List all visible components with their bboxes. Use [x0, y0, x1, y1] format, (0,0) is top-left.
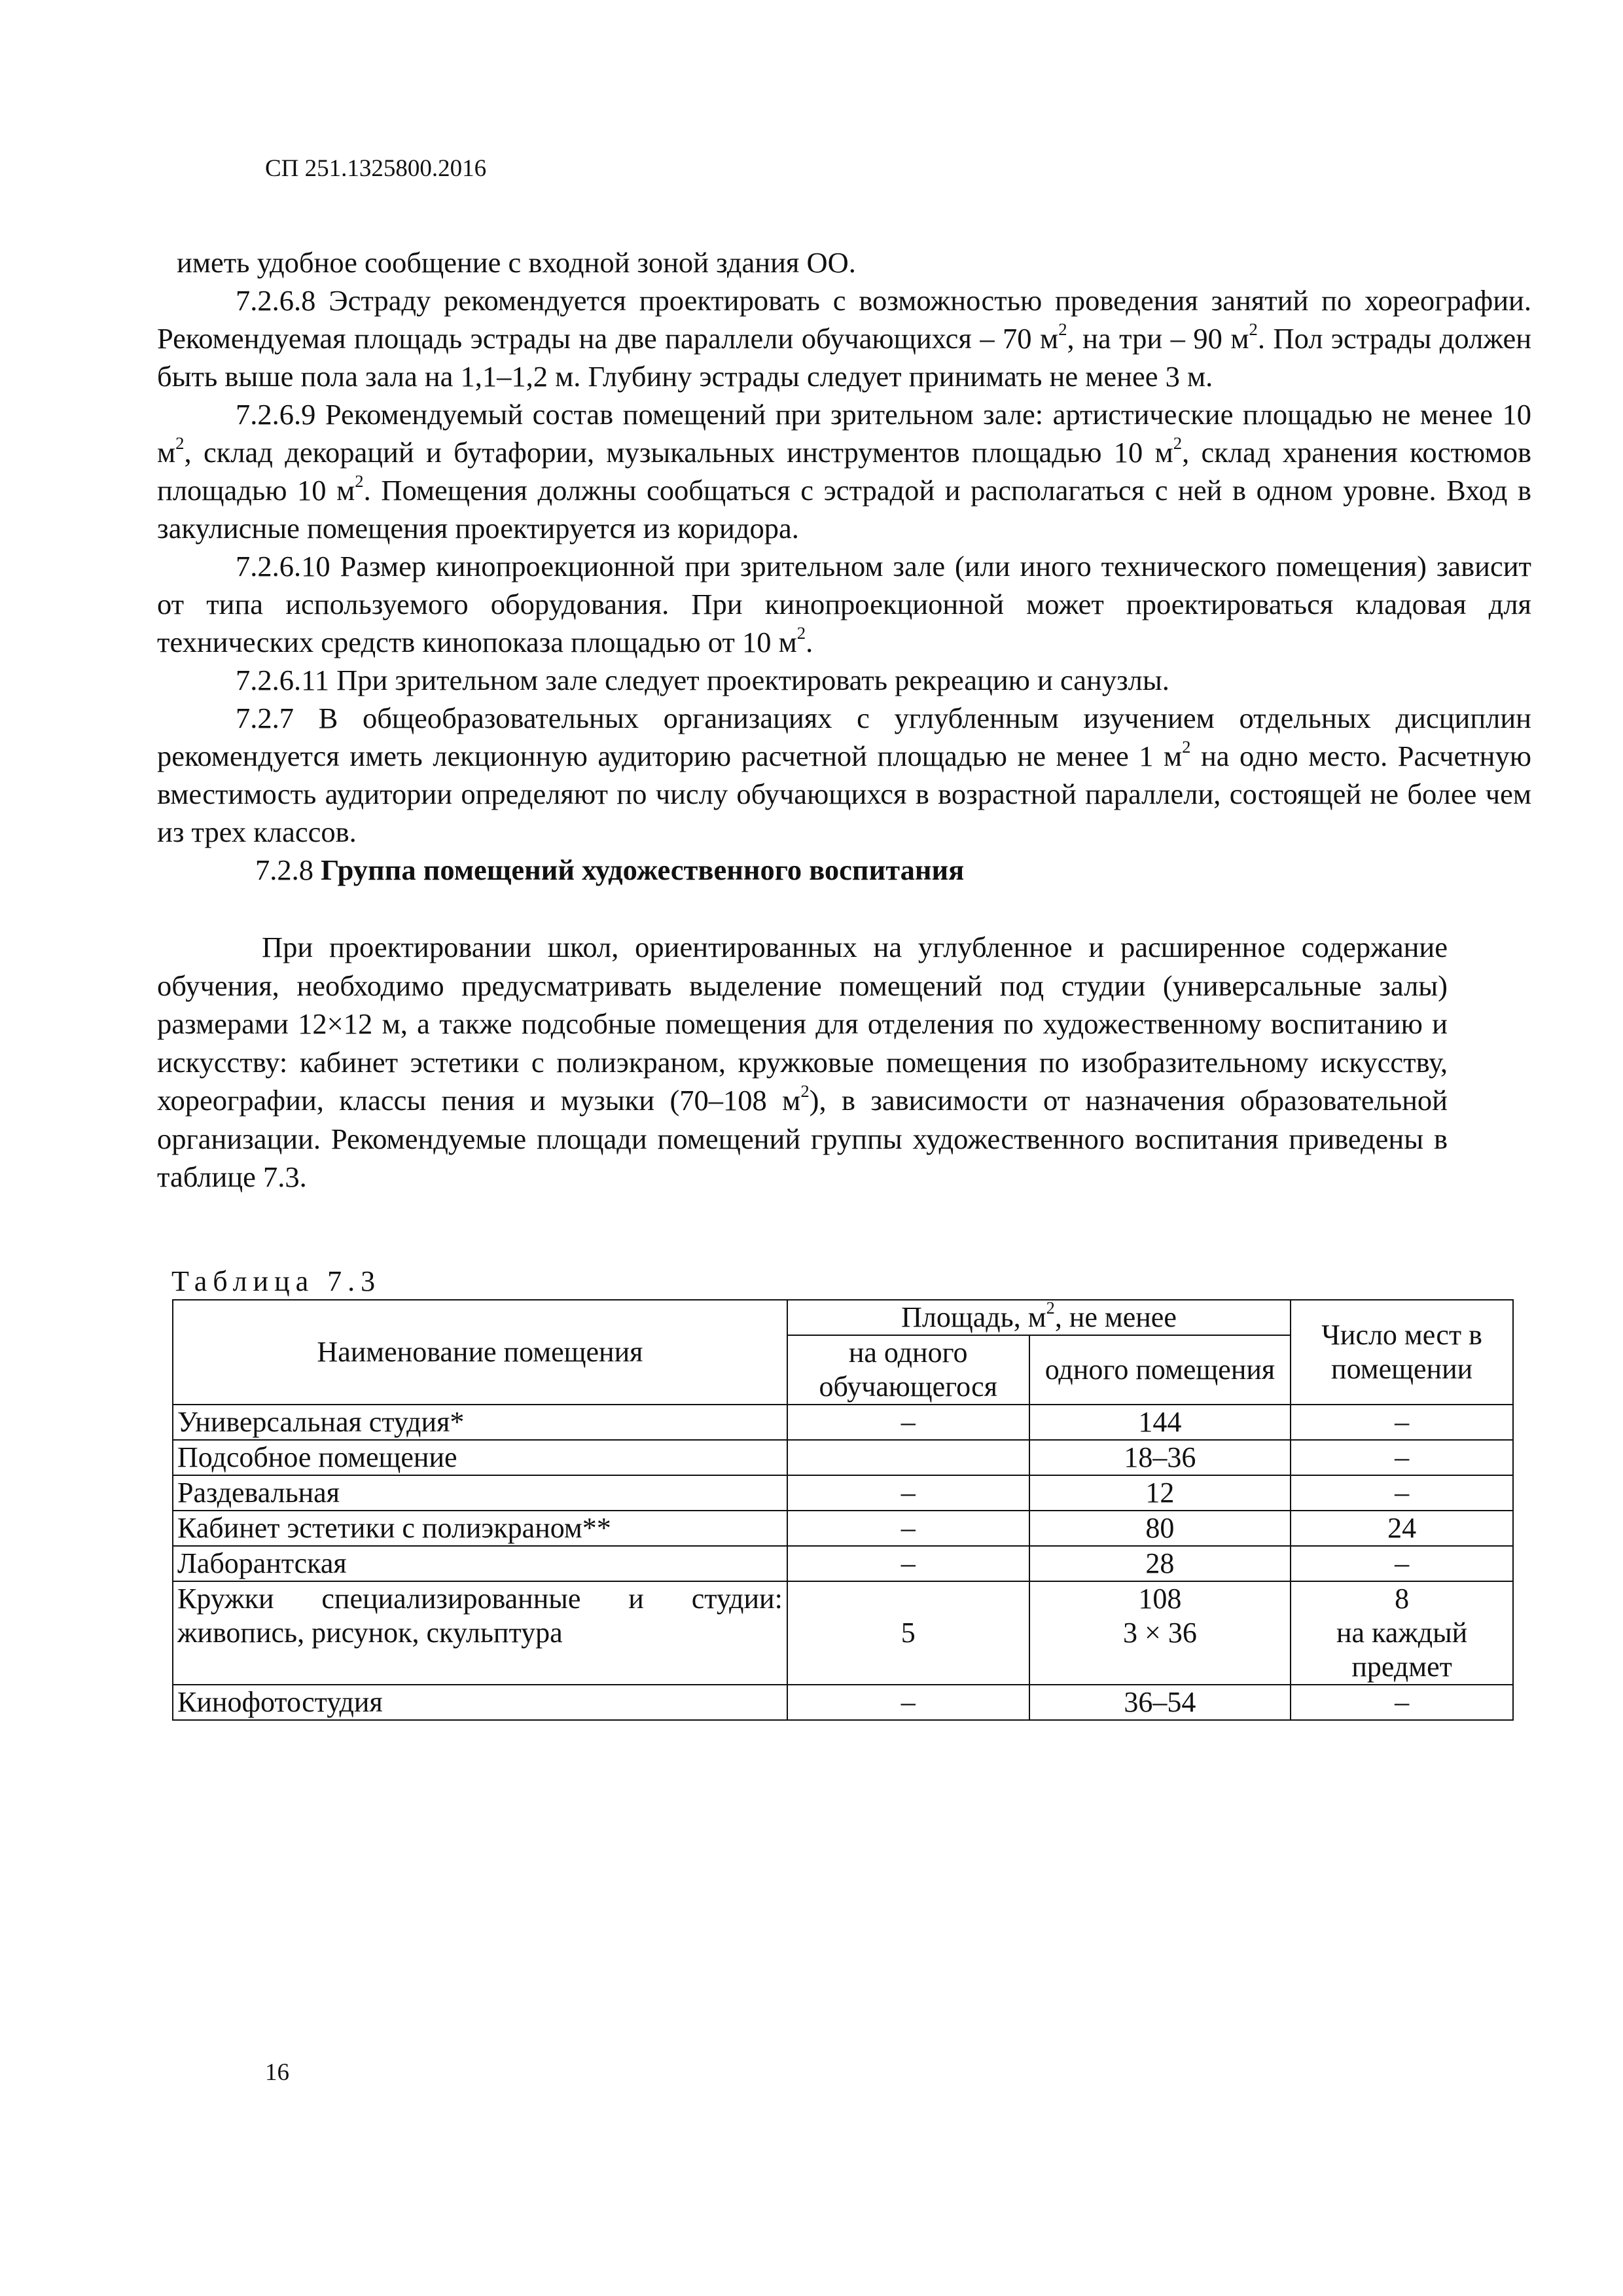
text-line: 108 [1138, 1583, 1182, 1615]
text-line: на каждый [1336, 1617, 1468, 1649]
header-area [787, 1300, 1291, 1335]
table-caption: Таблица 7.3 [171, 1265, 382, 1297]
cell-room-name: Раздевальная [173, 1475, 787, 1511]
table-row [173, 1405, 1513, 1440]
text-run: 7.2.6.9 Рекомендуемый состав помещений при зрительном зале: артистические площадью не менее 10 м [157, 398, 1531, 469]
text-run: Площадь, м [901, 1301, 1046, 1333]
text-run: 7.2.7 В общеобразовательных организациях с углубленным изучением отдельных дисциплин рекомендуется иметь лекционную аудиторию расчетной площадью не менее 1 м [157, 702, 1531, 772]
cell-per-room [1029, 1581, 1291, 1685]
superscript: 2 [1249, 319, 1258, 339]
paragraph-7-2-6-11: 7.2.6.11 При зрительном зале следует проектировать рекреацию и санузлы. [236, 664, 1169, 696]
cell-per-room: 80 [1029, 1511, 1291, 1546]
cell-seats: – [1291, 1546, 1513, 1581]
cell-per-room: 12 [1029, 1475, 1291, 1511]
spacer [177, 1650, 783, 1684]
cell-room-name: Универсальная студия* [173, 1405, 787, 1440]
table-row [173, 1685, 1513, 1720]
cell-room-name: Лаборантская [173, 1546, 787, 1581]
superscript: 2 [1046, 1298, 1055, 1318]
superscript: 2 [800, 1081, 810, 1101]
cell-per-student: – [787, 1546, 1029, 1581]
cell-per-student [787, 1440, 1029, 1475]
superscript: 2 [1173, 433, 1183, 453]
cell-per-room: 18–36 [1029, 1440, 1291, 1475]
text-run: на одно место. Расчетную вместимость аудитории определяют по числу обучающихся в возрастной параллели, состоящей не более чем из трех классов. [157, 740, 1531, 848]
superscript: 2 [175, 433, 185, 453]
paragraph-7-2-6-8 [157, 281, 1531, 395]
text-run: , на три – 90 м [1067, 322, 1249, 355]
superscript: 2 [355, 471, 364, 491]
cell-per-student: – [787, 1685, 1029, 1720]
table-header-row [173, 1300, 1513, 1335]
text-run: При проектировании школ, ориентированных на углубленное и расширенное содержание обучения, необходимо предусматривать выделение помещений под студии (универсальные залы) размерами 12×12 м, а также подсобные помещения для отделения по художественному воспитанию и искусству: кабинет эстетики с полиэкраном, кружковые помещения по изобразительному искусству, хореографии, классы пения и музыки (70–108 м [157, 931, 1448, 1117]
text-run: ), в зависимости от назначения образовательной организации. Рекомендуемые площади помещений группы художественного воспитания приведены в таблице 7.3. [157, 1084, 1448, 1193]
page-number: 16 [265, 2059, 289, 2086]
section-number: 7.2.8 [255, 853, 321, 886]
text-run: . [806, 626, 813, 658]
cell-room-name: Кабинет эстетики с полиэкраном** [173, 1511, 787, 1546]
header-seats: Число мест в помещении [1291, 1300, 1513, 1405]
cell-per-room: 144 [1029, 1405, 1291, 1440]
text-run: 7.2.6.10 Размер кинопроекционной при зрительном зале (или иного технического помещения) зависит от типа используемого оборудования. При кинопроекционной может проектироваться кладовая для технических средств кинопоказа площадью от 10 м [157, 550, 1531, 658]
superscript: 2 [1182, 736, 1191, 757]
text-line: предмет [1351, 1651, 1452, 1683]
cell-per-student: – [787, 1475, 1029, 1511]
header-per-room: одного помещения [1029, 1335, 1291, 1405]
area-table [172, 1299, 1514, 1721]
cell-seats [1291, 1581, 1513, 1685]
table-row [173, 1581, 1513, 1685]
superscript: 2 [796, 622, 806, 643]
cell-room-name: Кинофотостудия [173, 1685, 787, 1720]
text-run: . Пол эстрады должен быть выше пола зала на 1,1–1,2 м. Глубину эстрады следует принимать не менее 3 м. [157, 322, 1532, 393]
cell-seats: – [1291, 1440, 1513, 1475]
cell-per-student: 5 [787, 1581, 1029, 1685]
cell-per-room: 36–54 [1029, 1685, 1291, 1720]
cell-seats: 24 [1291, 1511, 1513, 1546]
cell-room-name: Подсобное помещение [173, 1440, 787, 1475]
text-run: . Помещения должны сообщаться с эстрадой и располагаться с ней в одном уровне. Вход в закулисные помещения проектируется из коридора. [157, 474, 1531, 545]
paragraph-7-2-6-9 [157, 395, 1531, 547]
section-heading-7-2-8 [157, 851, 1531, 889]
text-run: , склад декораций и бутафории, музыкальных инструментов площадью 10 м [184, 436, 1173, 469]
paragraph-7-2-7 [157, 699, 1531, 851]
header-per-student: на одного обучающегося [787, 1335, 1029, 1405]
text-line: Кружки специализированные и студии: [177, 1583, 783, 1615]
text-line: живопись, рисунок, скульптура [177, 1617, 563, 1649]
text-run: , не менее [1054, 1301, 1177, 1333]
text-run: , склад хранения костюмов площадью 10 м [157, 436, 1531, 507]
paragraph: иметь удобное сообщение с входной зоной здания ОО. [177, 246, 856, 279]
cell-per-student: – [787, 1511, 1029, 1546]
art-paragraph [157, 928, 1448, 1196]
paragraph [157, 928, 1448, 1196]
table-row [173, 1511, 1513, 1546]
text-line: 8 [1395, 1583, 1410, 1615]
document-code: СП 251.1325800.2016 [265, 155, 487, 182]
cell-room-name [173, 1581, 787, 1685]
header-room-name: Наименование помещения [173, 1300, 787, 1405]
body-text [157, 243, 1531, 889]
table-row [173, 1440, 1513, 1475]
section-title: Группа помещений художественного воспитания [321, 853, 965, 886]
cell-per-room: 28 [1029, 1546, 1291, 1581]
table-row [173, 1475, 1513, 1511]
paragraph-7-2-6-10 [157, 547, 1531, 661]
text-run: 7.2.6.8 Эстраду рекомендуется проектировать с возможностью проведения занятий по хореографии. Рекомендуемая площадь эстрады на две параллели обучающихся – 70 м [157, 284, 1531, 355]
cell-seats: – [1291, 1685, 1513, 1720]
cell-per-student: – [787, 1405, 1029, 1440]
cell-seats: – [1291, 1475, 1513, 1511]
text-line: 3 × 36 [1123, 1617, 1197, 1649]
superscript: 2 [1058, 319, 1067, 339]
table-row [173, 1546, 1513, 1581]
cell-seats: – [1291, 1405, 1513, 1440]
